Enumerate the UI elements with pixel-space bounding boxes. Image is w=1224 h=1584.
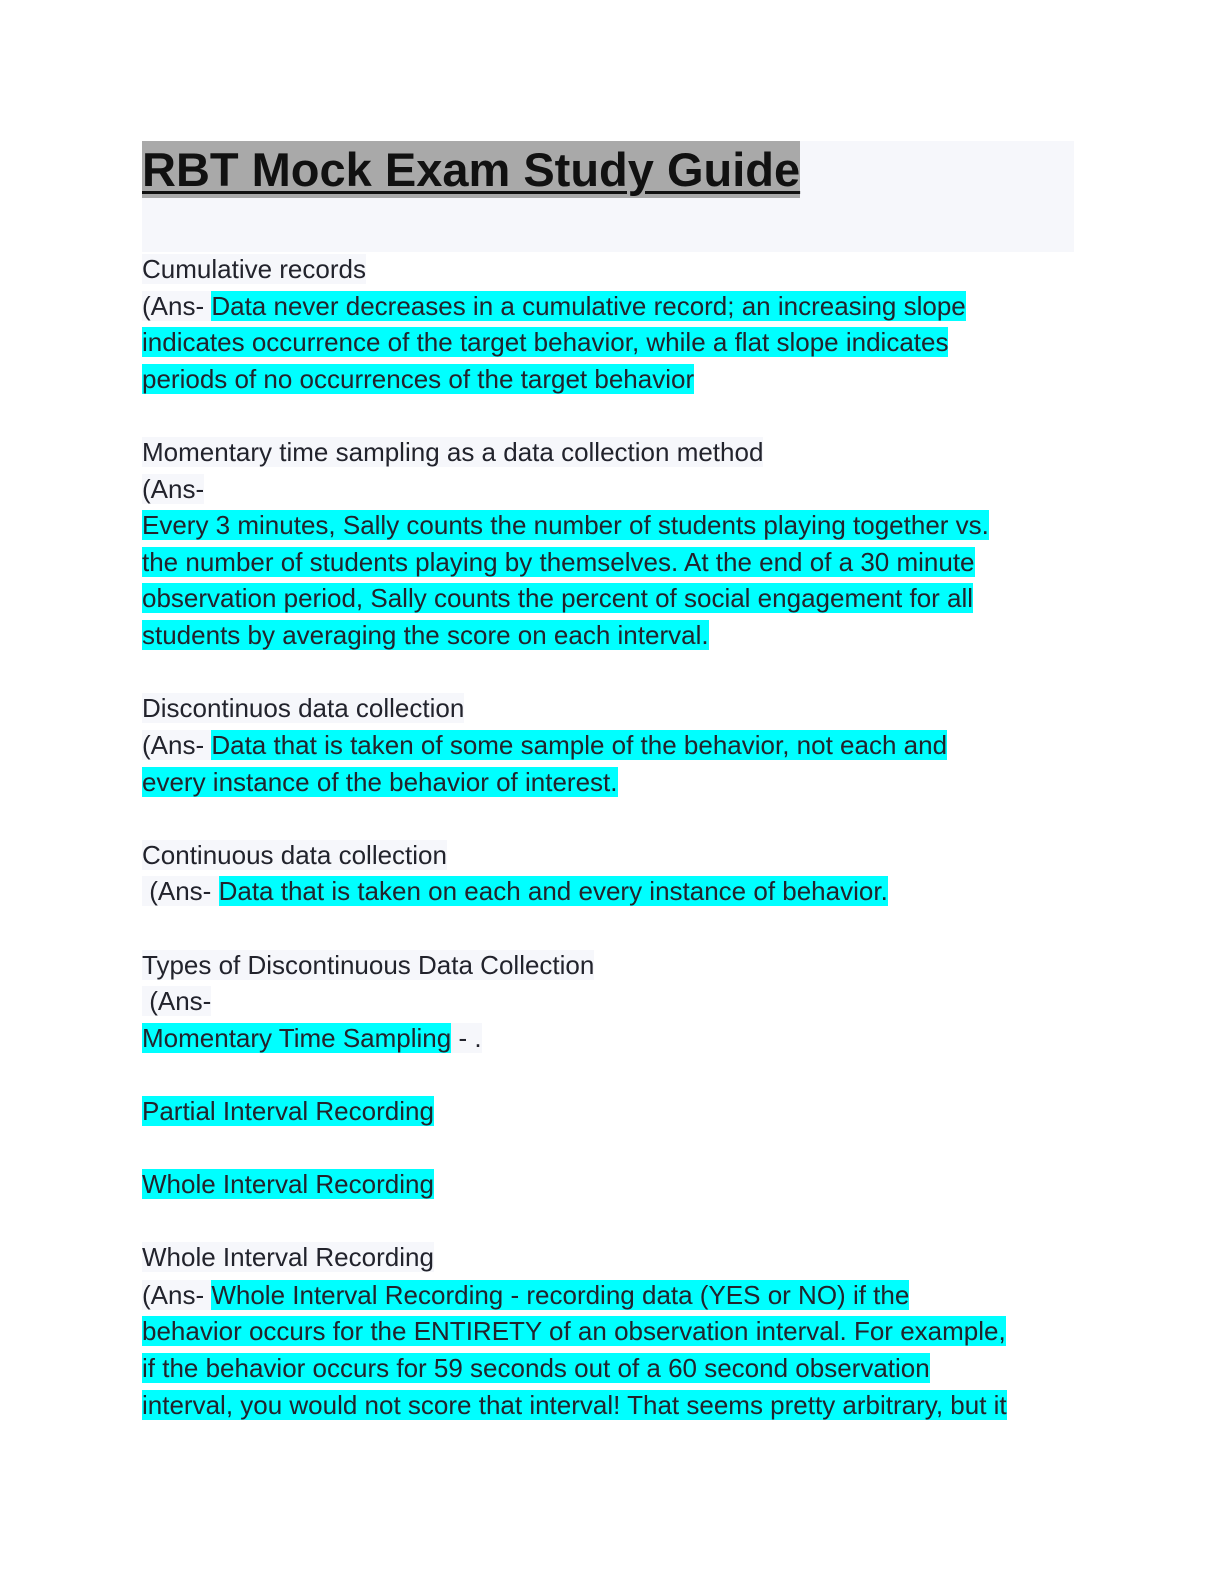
answer-prefix: (Ans-	[142, 474, 205, 504]
question-text: Types of Discontinuous Data Collection	[142, 950, 595, 980]
answer-prefix-line	[142, 471, 204, 507]
answer-text: observation period, Sally counts the percent of social engagement for all	[142, 583, 974, 613]
answer-line	[142, 1313, 1006, 1349]
answer-line	[142, 324, 948, 360]
answer-prefix: (Ans-	[142, 876, 219, 906]
question-text: Cumulative records	[142, 254, 366, 284]
answer-line	[142, 1020, 482, 1056]
answer-line	[142, 507, 989, 543]
question-whole-interval-recording	[142, 1239, 434, 1275]
answer-text: Momentary Time Sampling	[142, 1023, 452, 1053]
answer-text: Data that is taken on each and every instance of behavior.	[218, 876, 888, 906]
question-types-of-discontinuous	[142, 947, 594, 983]
answer-text: periods of no occurrences of the target behavior	[142, 364, 695, 394]
question-discontinuous-data-collection	[142, 690, 464, 726]
answer-prefix: (Ans-	[142, 291, 212, 321]
answer-text: behavior occurs for the ENTIRETY of an observation interval. For example,	[142, 1316, 1006, 1346]
answer-line	[142, 727, 947, 763]
answer-text: Whole Interval Recording - recording data (YES or NO) if the	[211, 1280, 910, 1310]
answer-line	[142, 764, 618, 800]
question-momentary-time-sampling	[142, 434, 763, 470]
question-text: Whole Interval Recording	[142, 1242, 434, 1272]
answer-line	[142, 1350, 930, 1386]
answer-text: Every 3 minutes, Sally counts the number of students playing together vs.	[142, 510, 989, 540]
answer-text: indicates occurrence of the target behavior, while a flat slope indicates	[142, 327, 949, 357]
answer-line	[142, 288, 966, 324]
answer-line	[142, 544, 975, 580]
question-text: Continuous data collection	[142, 840, 447, 870]
answer-prefix: (Ans-	[142, 986, 212, 1016]
answer-text: the number of students playing by themselves. At the end of a 30 minute	[142, 547, 975, 577]
answer-text: interval, you would not score that interval! That seems pretty arbitrary, but it	[142, 1390, 1007, 1420]
question-continuous-data-collection	[142, 837, 447, 873]
answer-line	[142, 1387, 1007, 1423]
answer-line	[142, 1277, 909, 1313]
answer-text: every instance of the behavior of interest.	[142, 767, 618, 797]
answer-text: Whole Interval Recording	[142, 1169, 434, 1199]
answer-line	[142, 617, 709, 653]
page-title: RBT Mock Exam Study Guide	[142, 143, 801, 196]
answer-line	[142, 1093, 434, 1129]
answer-prefix: (Ans-	[142, 730, 212, 760]
question-text: Discontinuos data collection	[142, 693, 465, 723]
answer-suffix: - .	[451, 1023, 482, 1053]
answer-text: Data that is taken of some sample of the behavior, not each and	[211, 730, 948, 760]
answer-prefix: (Ans-	[142, 1280, 212, 1310]
answer-text: if the behavior occurs for 59 seconds out of a 60 second observation	[142, 1353, 930, 1383]
answer-text: Data never decreases in a cumulative record; an increasing slope	[211, 291, 966, 321]
answer-line	[142, 580, 973, 616]
question-cumulative-records	[142, 251, 366, 287]
answer-text: Partial Interval Recording	[142, 1096, 434, 1126]
answer-line	[142, 873, 888, 909]
answer-line	[142, 361, 694, 397]
answer-text: students by averaging the score on each interval.	[142, 620, 709, 650]
answer-prefix-line	[142, 983, 211, 1019]
question-text: Momentary time sampling as a data collection method	[142, 437, 764, 467]
answer-line	[142, 1166, 434, 1202]
